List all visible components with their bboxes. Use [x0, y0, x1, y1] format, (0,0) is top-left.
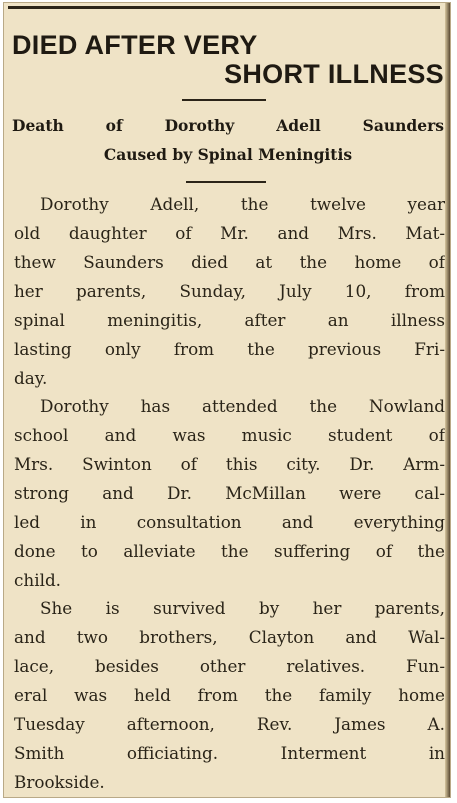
body-line: Dorothy has attended the Nowland	[40, 396, 445, 416]
body-line: done to alleviate the suffering of the	[14, 541, 445, 561]
body-line: old daughter of Mr. and Mrs. Mat-	[14, 223, 445, 243]
body-line: school and was music student of	[14, 425, 445, 445]
body-line: led in consultation and everything	[14, 512, 445, 532]
body-line: day.	[14, 368, 48, 388]
subheadline-line-1: Death of Dorothy Adell Saunders	[12, 116, 444, 135]
body-line: spinal meningitis, after an illness	[14, 310, 445, 330]
body-line: Smith officiating. Interment in	[14, 743, 445, 763]
body-line: lasting only from the previous Fri-	[14, 339, 445, 359]
subheadline-divider	[186, 181, 266, 183]
body-line: child.	[14, 570, 62, 590]
body-line: eral was held from the family home	[14, 685, 445, 705]
headline-divider	[182, 99, 266, 101]
body-line: lace, besides other relatives. Fun-	[14, 656, 445, 676]
newspaper-clipping	[3, 2, 451, 798]
subheadline-line-2: Caused by Spinal Meningitis	[103, 145, 353, 164]
body-line: her parents, Sunday, July 10, from	[14, 281, 445, 301]
headline-line-2: SHORT ILLNESS	[224, 59, 444, 89]
body-line: Brookside.	[14, 772, 105, 792]
body-line: and two brothers, Clayton and Wal-	[14, 627, 445, 647]
body-line: She is survived by her parents,	[40, 598, 445, 618]
body-line: Tuesday afternoon, Rev. James A.	[14, 714, 445, 734]
body-line: Dorothy Adell, the twelve year	[40, 194, 445, 214]
body-line: thew Saunders died at the home of	[14, 252, 445, 272]
top-border-rule	[8, 6, 440, 9]
body-line: strong and Dr. McMillan were cal-	[14, 483, 445, 503]
headline-line-1: DIED AFTER VERY	[12, 30, 258, 60]
body-line: Mrs. Swinton of this city. Dr. Arm-	[14, 454, 445, 474]
